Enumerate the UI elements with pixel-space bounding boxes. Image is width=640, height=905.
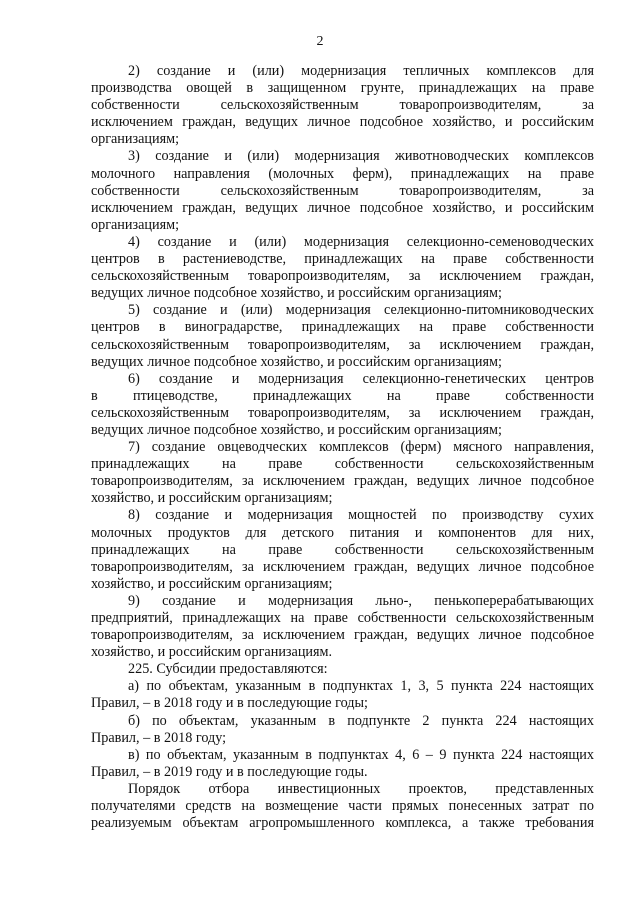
text-line: собственности сельскохозяйственным товаропроизводителям, за [91,97,594,114]
paragraph-10 [91,678,594,712]
text-line: реализуемым объектам агропромышленного комплекса, а также требования [91,815,594,832]
text-line: 7) создание овцеводческих комплексов (ферм) мясного направления, [128,439,594,456]
text-line: исключением граждан, ведущих личное подсобное хозяйство, и российским [91,114,594,131]
text-line: производства овощей в защищенном грунте, принадлежащих на праве [91,80,594,97]
text-line: собственности сельскохозяйственным товаропроизводителям, за [91,182,594,199]
paragraph-5 [91,371,594,439]
document-body [91,63,594,832]
text-line: 6) создание и модернизация селекционно-генетических центров [128,370,594,387]
text-line: предприятий, принадлежащих на праве собственности сельскохозяйственным [91,610,594,626]
page-number: 2 [316,34,324,49]
text-line: хозяйство, и российским организациям; [91,490,333,507]
text-line: получателями средств на возмещение части прямых понесенных затрат по [91,798,594,815]
text-line: товаропроизводителям, за исключением граждан, ведущих личное подсобное [91,627,594,644]
paragraph-12 [91,747,594,781]
paragraph-9 [91,661,594,678]
text-line: 5) создание и (или) модернизация селекционно-питомниководческих [128,302,594,319]
text-line: б) по объектам, указанным в подпункте 2 пункта 224 настоящих [128,712,594,729]
text-line: сельскохозяйственным товаропроизводителям, за исключением граждан, [91,268,594,285]
paragraph-3 [91,234,594,302]
text-line: 225. Субсидии предоставляются: [128,661,328,678]
text-line: Порядок отбора инвестиционных проектов, представленных [128,780,594,797]
text-line: принадлежащих на праве собственности сельскохозяйственным [91,541,594,558]
text-line: исключением граждан, ведущих личное подсобное хозяйство, и российским [91,199,594,216]
text-line: в птицеводстве, принадлежащих на праве собственности [91,387,594,404]
paragraph-11 [91,713,594,747]
paragraph-6 [91,439,594,507]
text-line: Правил, – в 2018 году; [91,729,227,746]
text-line: принадлежащих на праве собственности сельскохозяйственным [91,456,594,473]
paragraph-13 [91,781,594,832]
text-line: молочных продуктов для детского питания и компонентов для них, [91,524,594,541]
paragraph-8 [91,593,594,661]
text-line: 2) создание и (или) модернизация тепличных комплексов для [128,63,594,79]
text-line: ведущих личное подсобное хозяйство, и российским организациям; [91,285,502,302]
text-line: товаропроизводителям, за исключением граждан, ведущих личное подсобное [91,558,594,575]
text-line: молочного направления (молочных ферм), принадлежащих на праве [91,165,594,182]
text-line: организациям; [91,216,180,233]
paragraph-1 [91,63,594,148]
text-line: 9) создание и модернизация льно-, пенькоперерабатывающих [128,592,594,609]
text-line: хозяйство, и российским организациям; [91,575,333,592]
paragraph-7 [91,507,594,592]
text-line: центров в растениеводстве, принадлежащих на праве собственности [91,251,594,268]
text-line: Правил, – в 2018 году и в последующие годы; [91,695,368,712]
text-line: ведущих личное подсобное хозяйство, и российским организациям; [91,353,502,370]
text-line: центров в виноградарстве, принадлежащих на праве собственности [91,319,594,336]
text-line: товаропроизводителям, за исключением граждан, ведущих личное подсобное [91,473,594,490]
text-line: а) по объектам, указанным в подпунктах 1, 3, 5 пункта 224 настоящих [128,678,594,695]
text-line: 4) создание и (или) модернизация селекционно-семеноводческих [128,233,594,250]
text-line: хозяйство, и российским организациям. [91,644,333,661]
text-line: 3) создание и (или) модернизация животноводческих комплексов [128,148,594,165]
text-line: ведущих личное подсобное хозяйство, и российским организациям; [91,421,502,438]
text-line: 8) создание и модернизация мощностей по производству сухих [128,507,594,524]
text-line: Правил, – в 2019 году и в последующие годы. [91,763,368,780]
text-line: сельскохозяйственным товаропроизводителям, за исключением граждан, [91,336,594,353]
text-line: организациям; [91,131,180,148]
text-line: в) по объектам, указанным в подпунктах 4, 6 – 9 пункта 224 настоящих [128,746,594,763]
text-line: сельскохозяйственным товаропроизводителям, за исключением граждан, [91,404,594,421]
paragraph-4 [91,302,594,370]
paragraph-2 [91,148,594,233]
